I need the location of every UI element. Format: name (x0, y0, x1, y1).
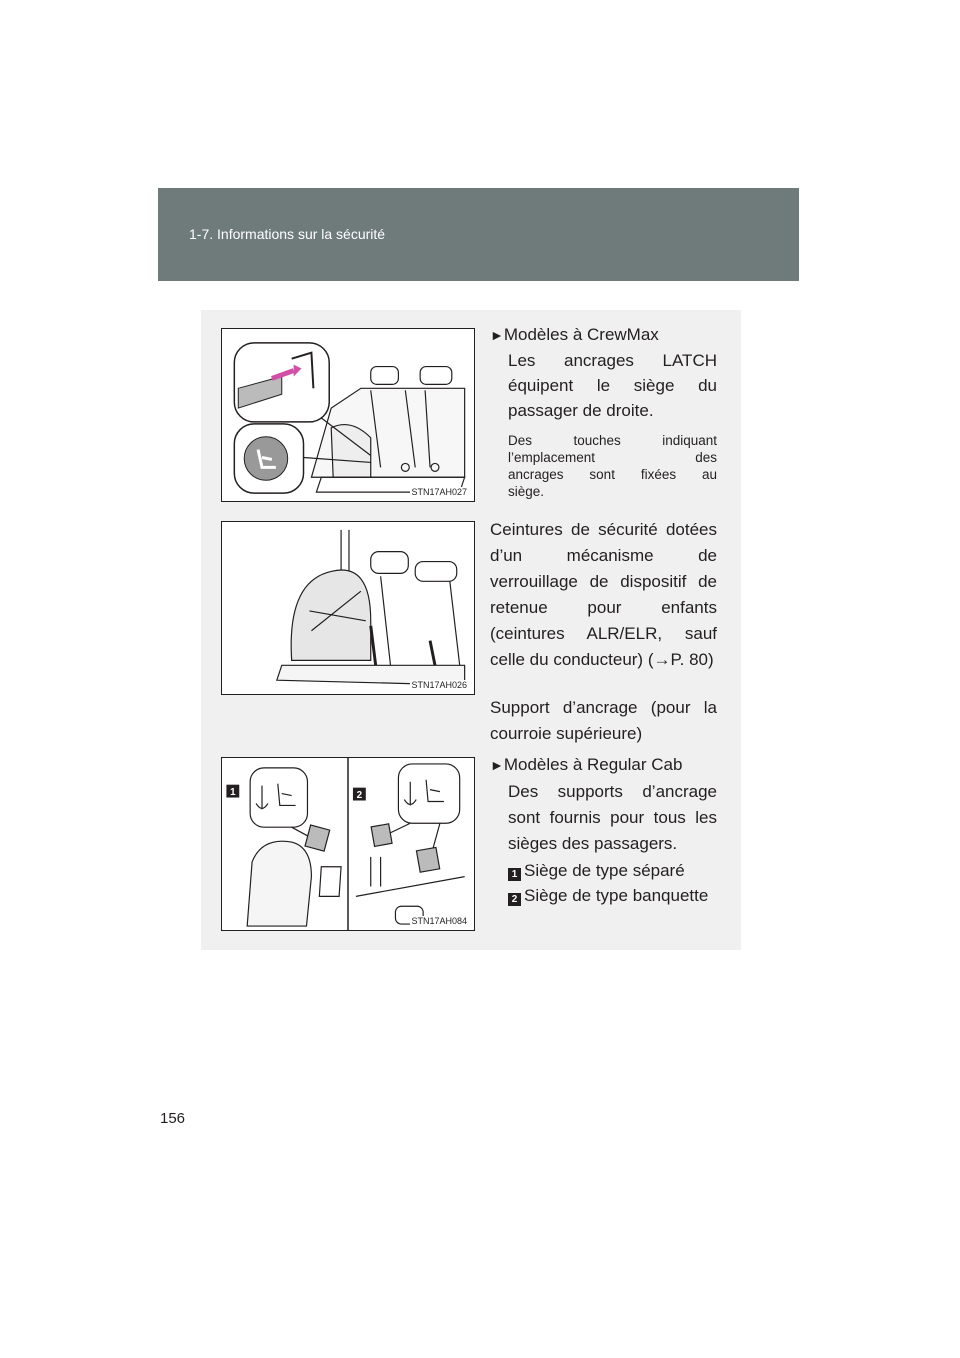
crewmax-note-line: siège. (508, 484, 545, 499)
section-heading-crewmax (490, 322, 659, 348)
item-text: Siège de type séparé (524, 861, 685, 880)
list-item-bench-seat (508, 883, 723, 908)
regular-cab-body-line: sont fournis pour tous les (508, 808, 717, 827)
chapter-header (158, 188, 799, 281)
figure-child-seat-belt (221, 521, 475, 695)
crewmax-note-line: Des touches indiquant (508, 433, 717, 448)
child-seat-belt-illustration (222, 522, 474, 694)
right-triangle-icon: ► (490, 327, 504, 343)
heading-text: Modèles à CrewMax (503, 325, 659, 344)
figure-latch-crewmax (221, 328, 475, 502)
belt-lock-line: verrouillage de dispositif de (490, 572, 717, 591)
anchor-bracket-line: Support d’ancrage (pour la (490, 698, 717, 717)
figure-label-1: 1 (230, 787, 236, 799)
belt-lock-line: retenue pour enfants (490, 598, 717, 617)
callout-box-2 (353, 788, 366, 801)
crewmax-body-line: passager de droite. (508, 401, 654, 420)
latch-crewmax-illustration (222, 329, 474, 501)
crewmax-note-line: ancrages sont fixées au (508, 467, 717, 482)
number-badge-2: 2 (508, 893, 521, 906)
latch-zoom-bottom (234, 424, 303, 493)
number-badge-1: 1 (508, 868, 521, 881)
callout-box-1 (226, 785, 239, 798)
right-triangle-icon: ► (490, 757, 504, 773)
figure-anchor-regular-cab (221, 757, 475, 931)
belt-lock-line: d’un mécanisme de (490, 546, 717, 565)
figure-code: STN17AH027 (411, 487, 467, 497)
anchor-bracket-line: courroie supérieure) (490, 724, 643, 743)
section-heading-regular-cab (490, 752, 682, 778)
crewmax-body-line: Les ancrages LATCH (508, 351, 717, 370)
crewmax-body-line: équipent le siège du (508, 376, 717, 395)
regular-cab-body-line: Des supports d’ancrage (508, 782, 717, 801)
page-number: 156 (160, 1110, 186, 1127)
belt-lock-line: (ceintures ALR/ELR, sauf (490, 624, 717, 643)
figure-code: STN17AH026 (411, 680, 467, 690)
crewmax-note-line: l’emplacement des (508, 450, 717, 465)
regular-cab-body-line: sièges des passagers. (508, 834, 678, 853)
heading-text: Modèles à Regular Cab (503, 755, 683, 774)
belt-lock-line: Ceintures de sécurité dotées (490, 520, 717, 539)
list-item-separate-seat (508, 858, 723, 883)
figure-code: STN17AH084 (411, 916, 467, 926)
chapter-title: 1-7. Informations sur la sécurité (189, 226, 386, 242)
belt-lock-line: celle du conducteur) (→P. 80) (490, 650, 714, 669)
anchor-regular-cab-illustration (222, 758, 474, 930)
latch-zoom-top (234, 343, 329, 422)
figure-label-2: 2 (356, 790, 363, 802)
item-text: Siège de type banquette (524, 886, 709, 905)
